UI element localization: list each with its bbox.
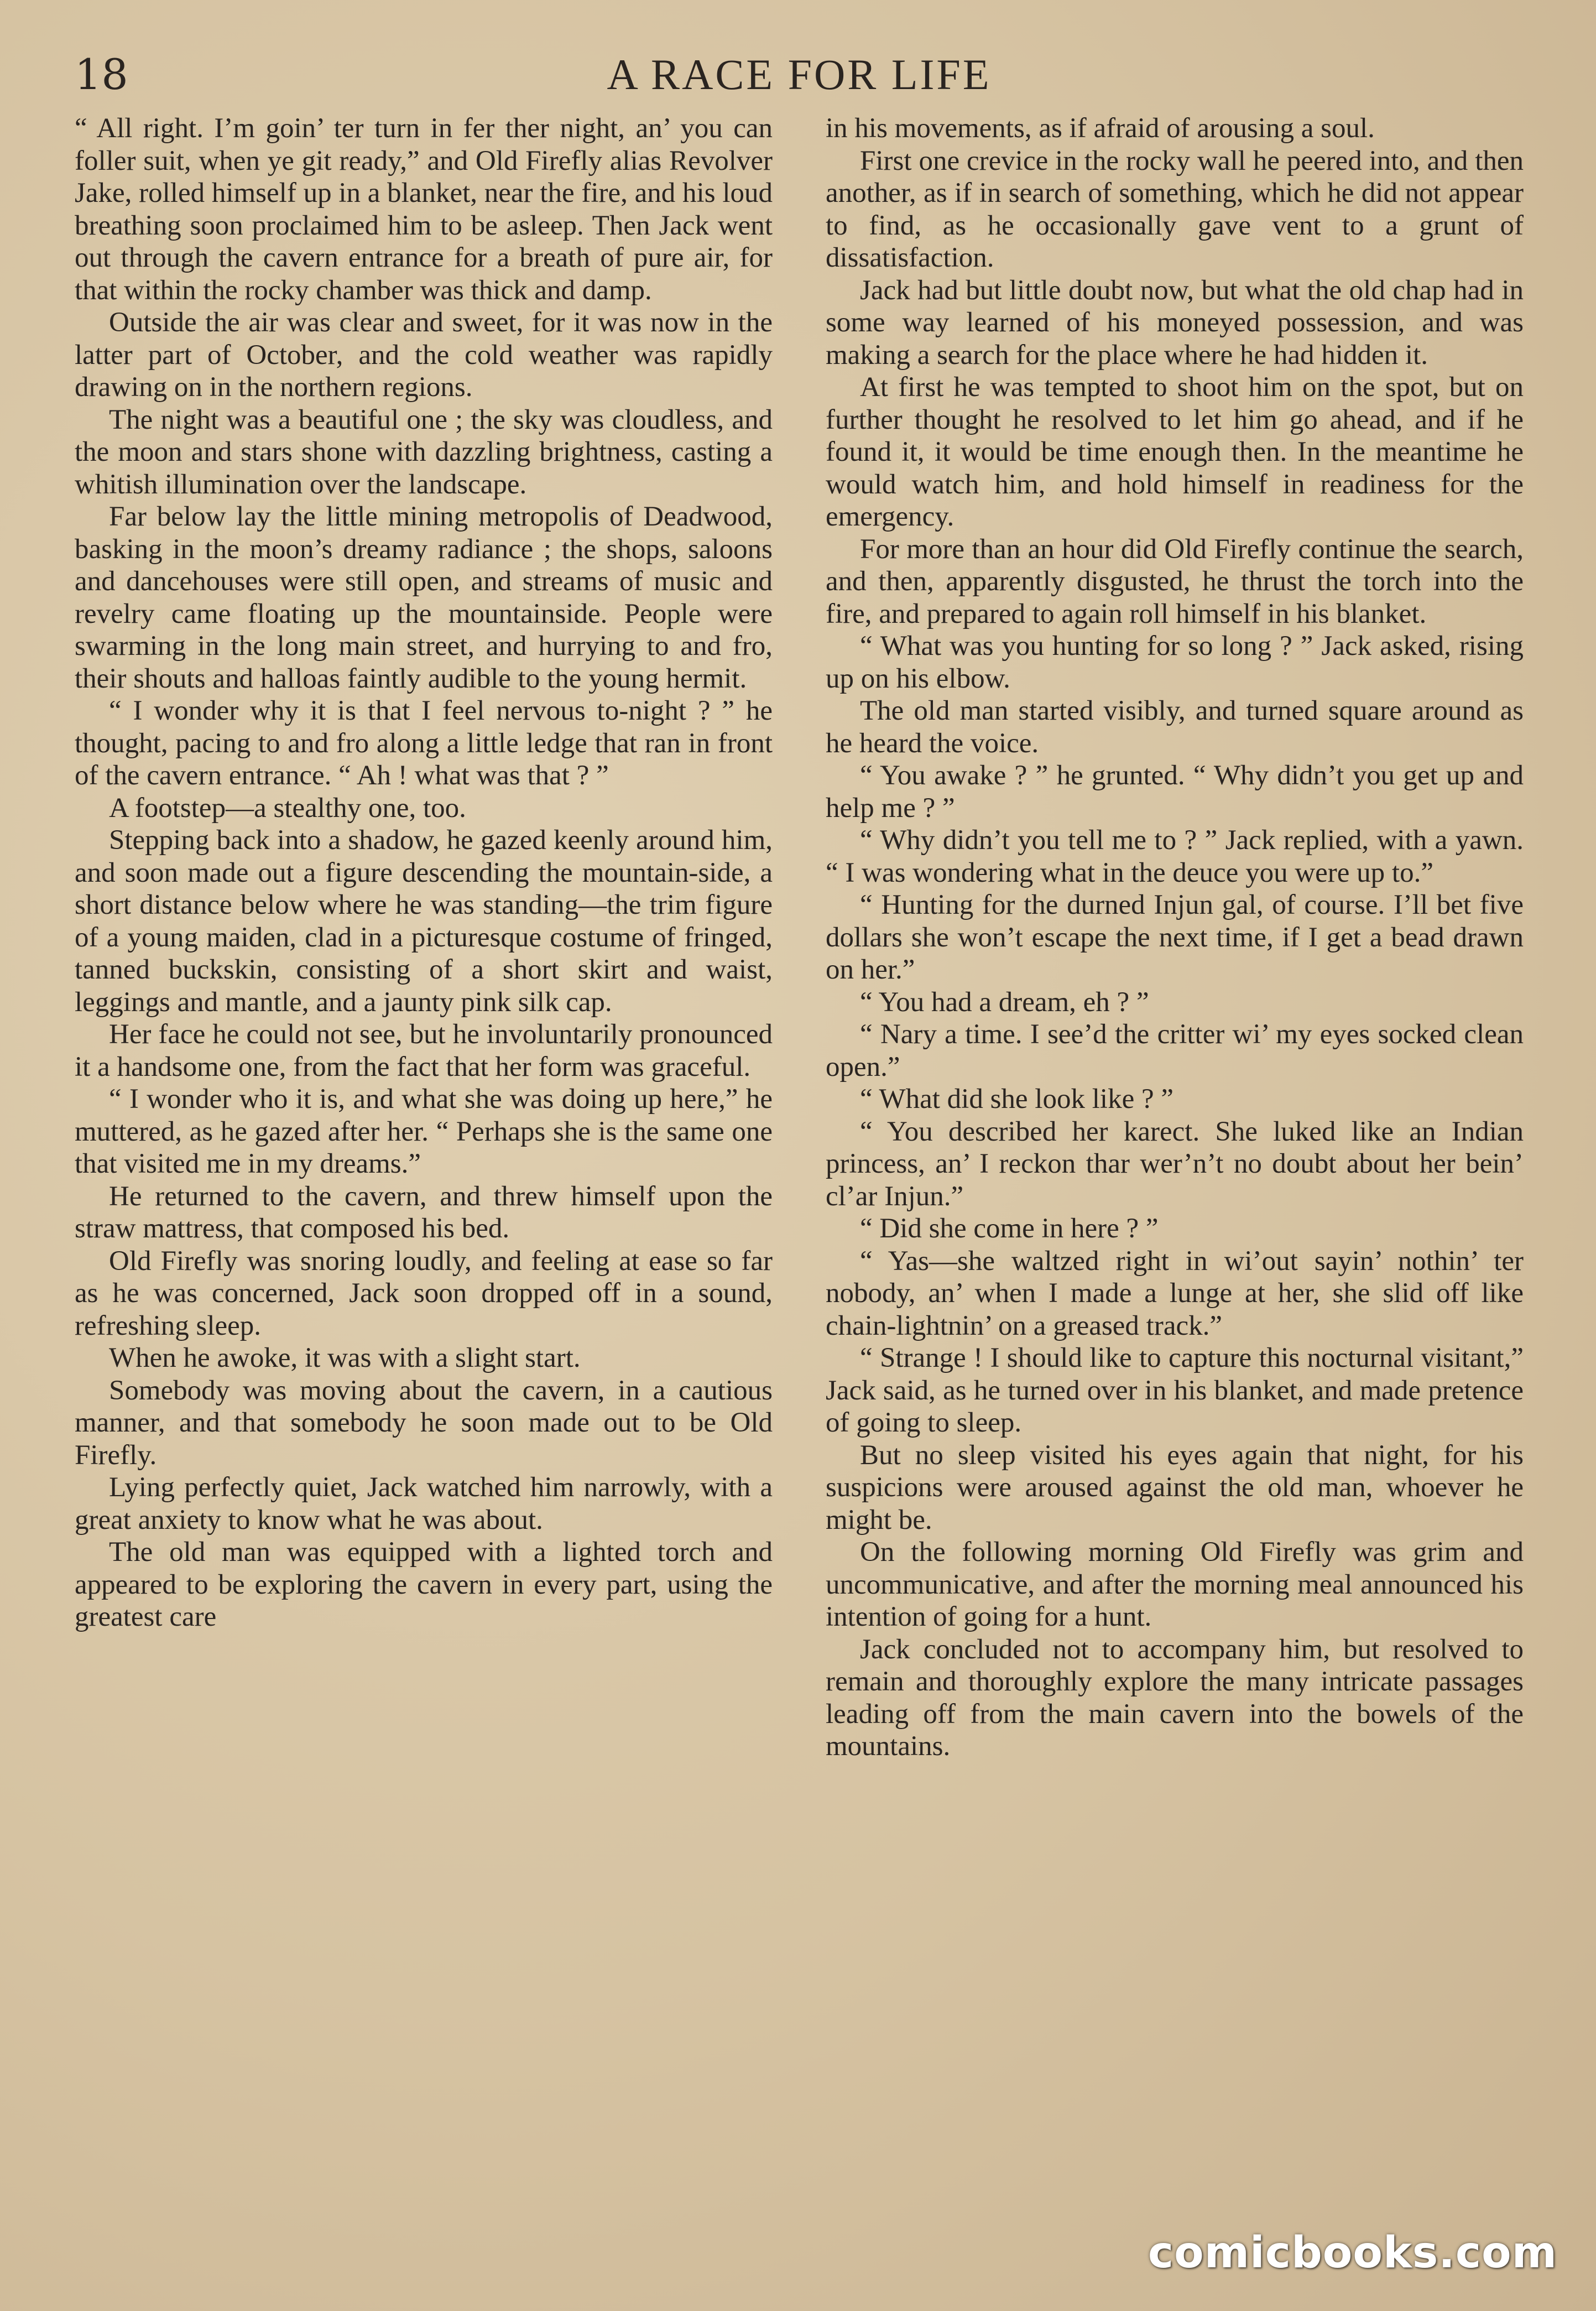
paragraph: Old Firefly was snoring loudly, and feeling at ease so far as he was concerned, Jack soon dropped off in a sound, refreshing sleep. [75,1245,773,1341]
paragraph: “ You awake ? ” he grunted. “ Why didn’t you get up and help me ? ” [826,760,1524,824]
paragraph: “ I wonder who it is, and what she was doing up here,” he muttered, as he gazed after her. “ Perhaps she is the same one that visited me in my dreams.” [75,1084,773,1179]
paragraph: The old man started visibly, and turned square around as he heard the voice. [826,695,1524,759]
left-column [75,112,773,1633]
paragraph: “ Strange ! I should like to capture this nocturnal visitant,” Jack said, as he turned over in his blanket, and made pretence of going to sleep. [826,1342,1524,1438]
paragraph: “ What was you hunting for so long ? ” Jack asked, rising up on his elbow. [826,631,1524,694]
paragraph: Her face he could not see, but he involuntarily pronounced it a handsome one, from the fact that her form was graceful. [75,1019,773,1082]
right-column [826,112,1524,1763]
paragraph: “ Hunting for the durned Injun gal, of course. I’ll bet five dollars she won’t escape the next time, if I get a bead drawn on her.” [826,889,1524,985]
paragraph: Lying perfectly quiet, Jack watched him narrowly, with a great anxiety to know what he was about. [75,1472,773,1536]
page-number: 18 [75,50,128,99]
paragraph: “ You described her karect. She luked like an Indian princess, an’ I reckon thar wer’n’t no doubt about her bein’ cl’ar Injun.” [826,1116,1524,1212]
paragraph: Outside the air was clear and sweet, for it was now in the latter part of October, and the cold weather was rapidly drawing on in the northern regions. [75,307,773,403]
paragraph: Far below lay the little mining metropolis of Deadwood, basking in the moon’s dreamy radiance ; the shops, saloons and dancehouses were still open, and streams of music and revelry came floating up the mountainside. People were swarming in the long main street, and hurrying to and fro, their shouts and halloas faintly audible to the young hermit. [75,501,773,694]
paragraph: in his movements, as if afraid of arousing a soul. [826,113,1375,144]
paragraph: The night was a beautiful one ; the sky was cloudless, and the moon and stars shone with dazzling brightness, casting a whitish illumination over the landscape. [75,404,773,500]
paragraph: “ I wonder why it is that I feel nervous to-night ? ” he thought, pacing to and fro along a little ledge that ran in front of the cavern entrance. “ Ah ! what was that ? ” [75,695,773,791]
paragraph: First one crevice in the rocky wall he peered into, and then another, as if in search of something, which he did not appear to find, as he occasionally gave vent to a grunt of dissatisfaction. [826,145,1524,273]
paragraph: “ All right. I’m goin’ ter turn in fer ther night, an’ you can foller suit, when ye git ready,” and Old Firefly alias Revolver Jake, rolled himself up in a blanket, near the fire, and his loud breathing soon proclaimed him to be asleep. Then Jack went out through the cavern entrance for a breath of pure air, for that within the rocky chamber was thick and damp. [75,113,773,306]
paragraph: Jack had but little doubt now, but what the old chap had in some way learned of his moneyed possession, and was making a search for the place where he had hidden it. [826,274,1524,371]
paragraph: “ Did she come in here ? ” [860,1213,1159,1244]
paragraph: He returned to the cavern, and threw himself upon the straw mattress, that composed his bed. [75,1180,773,1244]
paragraph: “ What did she look like ? ” [860,1084,1173,1115]
paragraph: Stepping back into a shadow, he gazed keenly around him, and soon made out a figure descending the mountain-side, a short distance below where he was standing—the trim figure of a young maiden, clad in a picturesque costume of fringed, tanned buckskin, consisting of a short skirt and waist, leggings and mantle, and a jaunty pink silk cap. [75,825,773,1018]
paragraph: For more than an hour did Old Firefly continue the search, and then, apparently disgusted, he thrust the torch into the fire, and prepared to again roll himself in his blanket. [826,533,1524,629]
paragraph: But no sleep visited his eyes again that night, for his suspicions were aroused against the old man, whoever he might be. [826,1439,1524,1536]
watermark: comicbooks.com [1148,2228,1557,2278]
paragraph: “ Why didn’t you tell me to ? ” Jack replied, with a yawn. “ I was wondering what in the deuce you were up to.” [826,825,1524,888]
paragraph: The old man was equipped with a lighted torch and appeared to be exploring the cavern in every part, using the greatest care [75,1537,773,1632]
paragraph: “ Nary a time. I see’d the critter wi’ my eyes socked clean open.” [826,1019,1524,1082]
page-header [75,44,1524,105]
paragraph: “ You had a dream, eh ? ” [860,986,1149,1018]
paragraph: A footstep—a stealthy one, too. [109,792,466,824]
paragraph: Jack concluded not to accompany him, but resolved to remain and thoroughly explore the many intricate passages leading off from the main cavern into the bowels of the mountains. [826,1633,1524,1762]
running-title: A RACE FOR LIFE [607,50,992,98]
paragraph: At first he was tempted to shoot him on the spot, but on further thought he resolved to let him go ahead, and if he found it, it would be time enough then. In the meantime he would watch him, and hold himself in readiness for the emergency. [826,372,1524,532]
paragraph: Somebody was moving about the cavern, in a cautious manner, and that somebody he soon made out to be Old Firefly. [75,1375,773,1471]
paragraph: When he awoke, it was with a slight start. [109,1342,581,1373]
paragraph: “ Yas—she waltzed right in wi’out sayin’ nothin’ ter nobody, an’ when I made a lunge at her, she slid off like chain-lightnin’ on a greased track.” [826,1245,1524,1341]
paragraph: On the following morning Old Firefly was grim and uncommunicative, and after the morning meal announced his intention of going for a hunt. [826,1537,1524,1632]
